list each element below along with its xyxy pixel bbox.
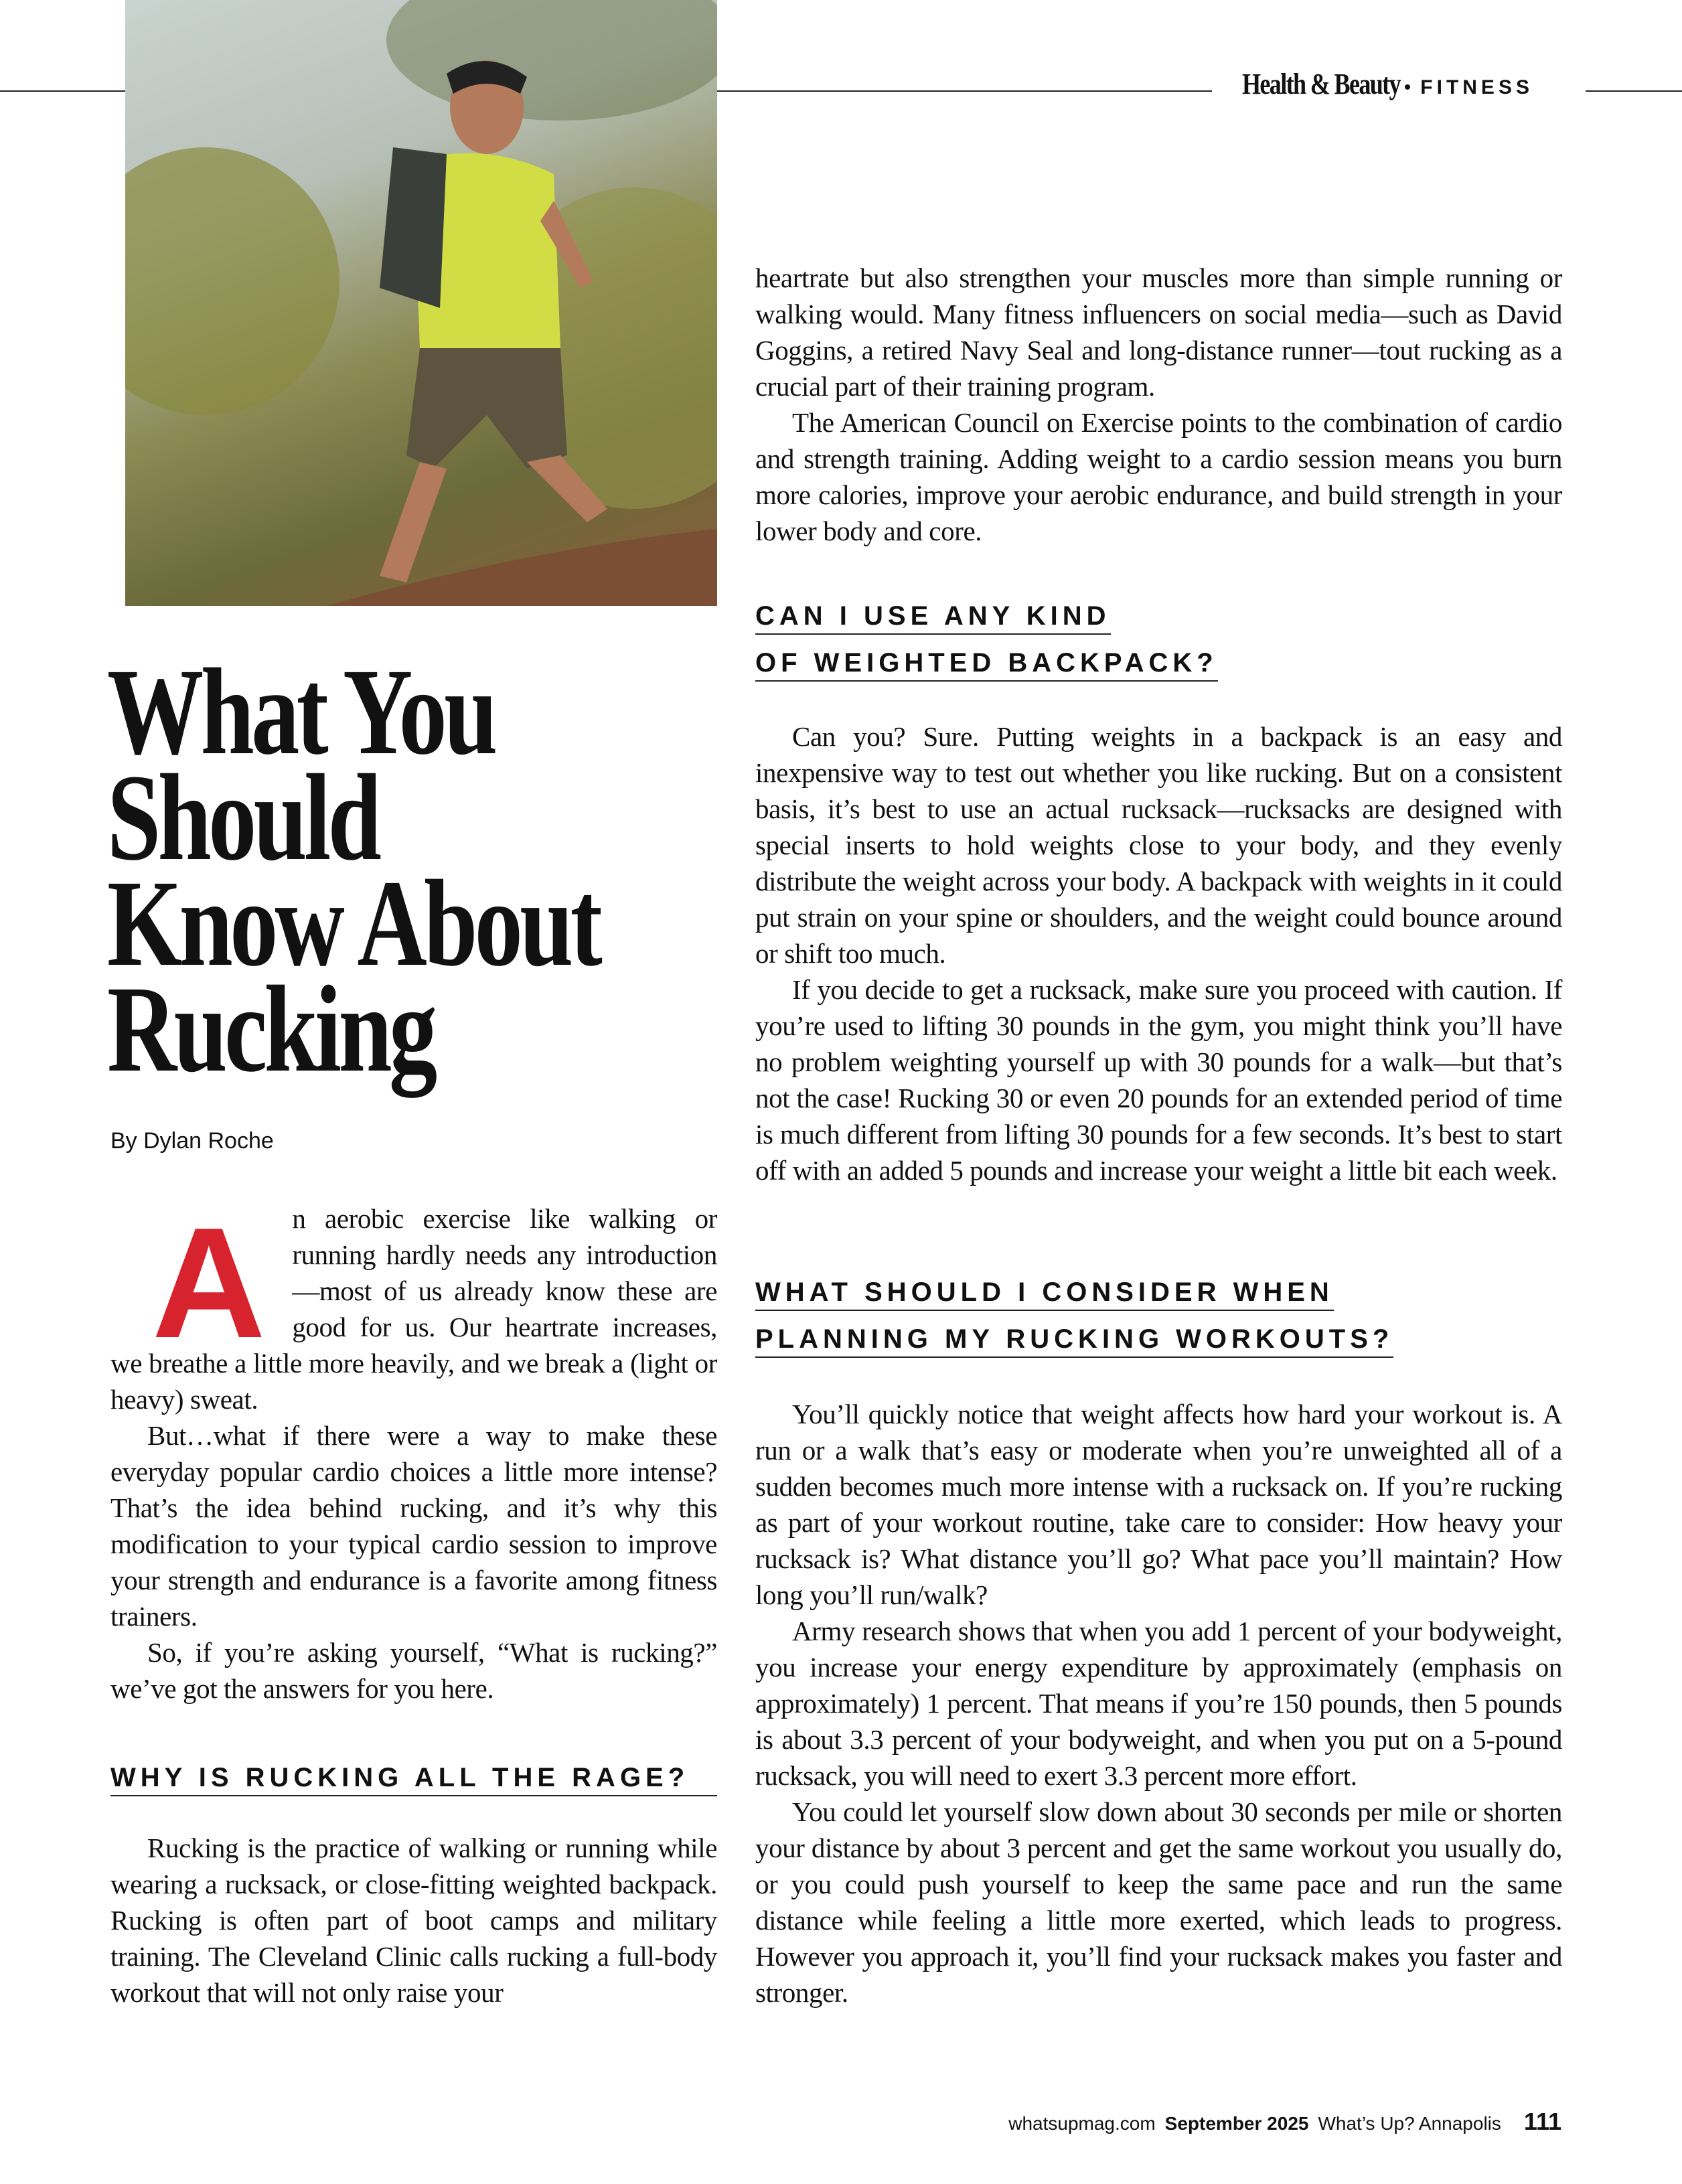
subsection-name: FITNESS [1420, 76, 1533, 98]
left-column-intro [110, 1194, 717, 1707]
header-rule-right [1586, 90, 1682, 92]
paragraph: Rucking is the practice of walking or running while wearing a rucksack, or close-fitting weighted backpack. Rucking is often part of boot camps and military training. The Cleveland Clinic calls rucking a full-body workout that will not only raise your [110, 1832, 717, 2008]
title-line: Rucking [107, 961, 435, 1098]
separator-dot: • [1403, 76, 1411, 98]
byline: By Dylan Roche [110, 1128, 274, 1154]
left-column-section1 [110, 1830, 717, 2011]
heading-why-rucking: WHY IS RUCKING ALL THE RAGE? [110, 1754, 717, 1801]
right-column-section2 [755, 718, 1562, 1188]
hiker-illustration [125, 0, 717, 606]
paragraph: heartrate but also strengthen your muscles more than simple running or walking would. Many fitness influencers on social media—such as David Goggins, a retired Navy Seal and long-distance runner—tout rucking as a crucial part of their training program. [755, 262, 1562, 402]
paragraph: You could let yourself slow down about 30 seconds per mile or shorten your distance by about 3 percent and get the same workout you usually do, or you could push yourself to keep the same pace and run the same distance while feeling a little more exerted, which leads to progress. However you approach it, you’ll find your rucksack makes you faster and stronger. [755, 1796, 1562, 2008]
paragraph: Army research shows that when you add 1 percent of your bodyweight, you increase your energy expenditure by approximately (emphasis on approximately) 1 percent. That means if you’re 150 pounds, then 5 pounds is about 3.3 percent of your bodyweight, and when you put on a 5-pound rucksack, you will need to exert 3.3 percent more effort. [755, 1616, 1562, 1791]
section-label [1242, 67, 1533, 101]
header-rule-middle [717, 90, 1212, 92]
title-line: Know About [107, 855, 600, 992]
title-line: Should [107, 749, 379, 886]
footer-publication: What’s Up? Annapolis [1318, 2113, 1501, 2134]
title-line: What You [107, 643, 495, 781]
footer-issue: September 2025 [1164, 2113, 1309, 2134]
paragraph: Can you? Sure. Putting weights in a backpack is an easy and inexpensive way to test out whether you like rucking. But on a consistent basis, it’s best to use an actual rucksack—rucksacks are designed with special inserts to hold weights close to your body, and they evenly distribute the weight across your body. A backpack with weights in it could put strain on your spine or shoulders, and the weight could bounce around or shift too much. [755, 721, 1562, 969]
article-title [107, 643, 600, 1098]
page-number: 111 [1523, 2108, 1561, 2135]
section-name: Health & Beauty [1242, 68, 1400, 100]
right-column-top [755, 260, 1562, 549]
header-rule-left [0, 90, 125, 92]
page-footer [1008, 2108, 1561, 2136]
footer-site: whatsupmag.com [1008, 2113, 1156, 2134]
paragraph: If you decide to get a rucksack, make sure you proceed with caution. If you’re used to lifting 30 pounds in the gym, you might think you’ll have no problem weighting yourself up with 30 pounds for a walk—but that’s not the case! Rucking 30 or even 20 pounds for an extended period of time is much different from lifting 30 pounds for a few seconds. It’s best to start off with an added 5 pounds and increase your weight a little bit each week. [755, 974, 1562, 1186]
hero-photo [125, 0, 717, 606]
right-column-section3 [755, 1396, 1562, 2011]
heading-considerations: WHAT SHOULD I CONSIDER WHEN PLANNING MY RUCKING WORKOUTS? [755, 1269, 1393, 1362]
paragraph: But…what if there were a way to make these everyday popular cardio choices a little more intense? That’s the idea behind rucking, and it’s why this modification to your typical cardio session to improve your strength and endurance is a favorite among fitness trainers. [110, 1420, 717, 1632]
drop-cap: A [152, 1194, 266, 1371]
paragraph: The American Council on Exercise points to the combination of cardio and strength training. Adding weight to a cardio session means you burn more calories, improve your aerobic endurance, and build strength in your lower body and core. [755, 407, 1562, 546]
heading-weighted-backpack: CAN I USE ANY KIND OF WEIGHTED BACKPACK? [755, 593, 1218, 686]
paragraph: So, if you’re asking yourself, “What is rucking?” we’ve got the answers for you here. [110, 1637, 717, 1704]
paragraph: You’ll quickly notice that weight affects how hard your workout is. A run or a walk that’s easy or moderate when you’re unweighted all of a sudden becomes much more intense with a rucksack on. If you’re rucking as part of your workout routine, take care to consider: How heavy your rucksack is? What distance you’ll go? What pace you’ll maintain? How long you’ll run/walk? [755, 1399, 1562, 1610]
intro-paragraph: An aerobic exercise like walking or running hardly needs any introduction—most of us already know these are good for us. Our heartrate increases, we breathe a little more heavily, and we break a (light or heavy) sweat. [110, 1194, 717, 1415]
